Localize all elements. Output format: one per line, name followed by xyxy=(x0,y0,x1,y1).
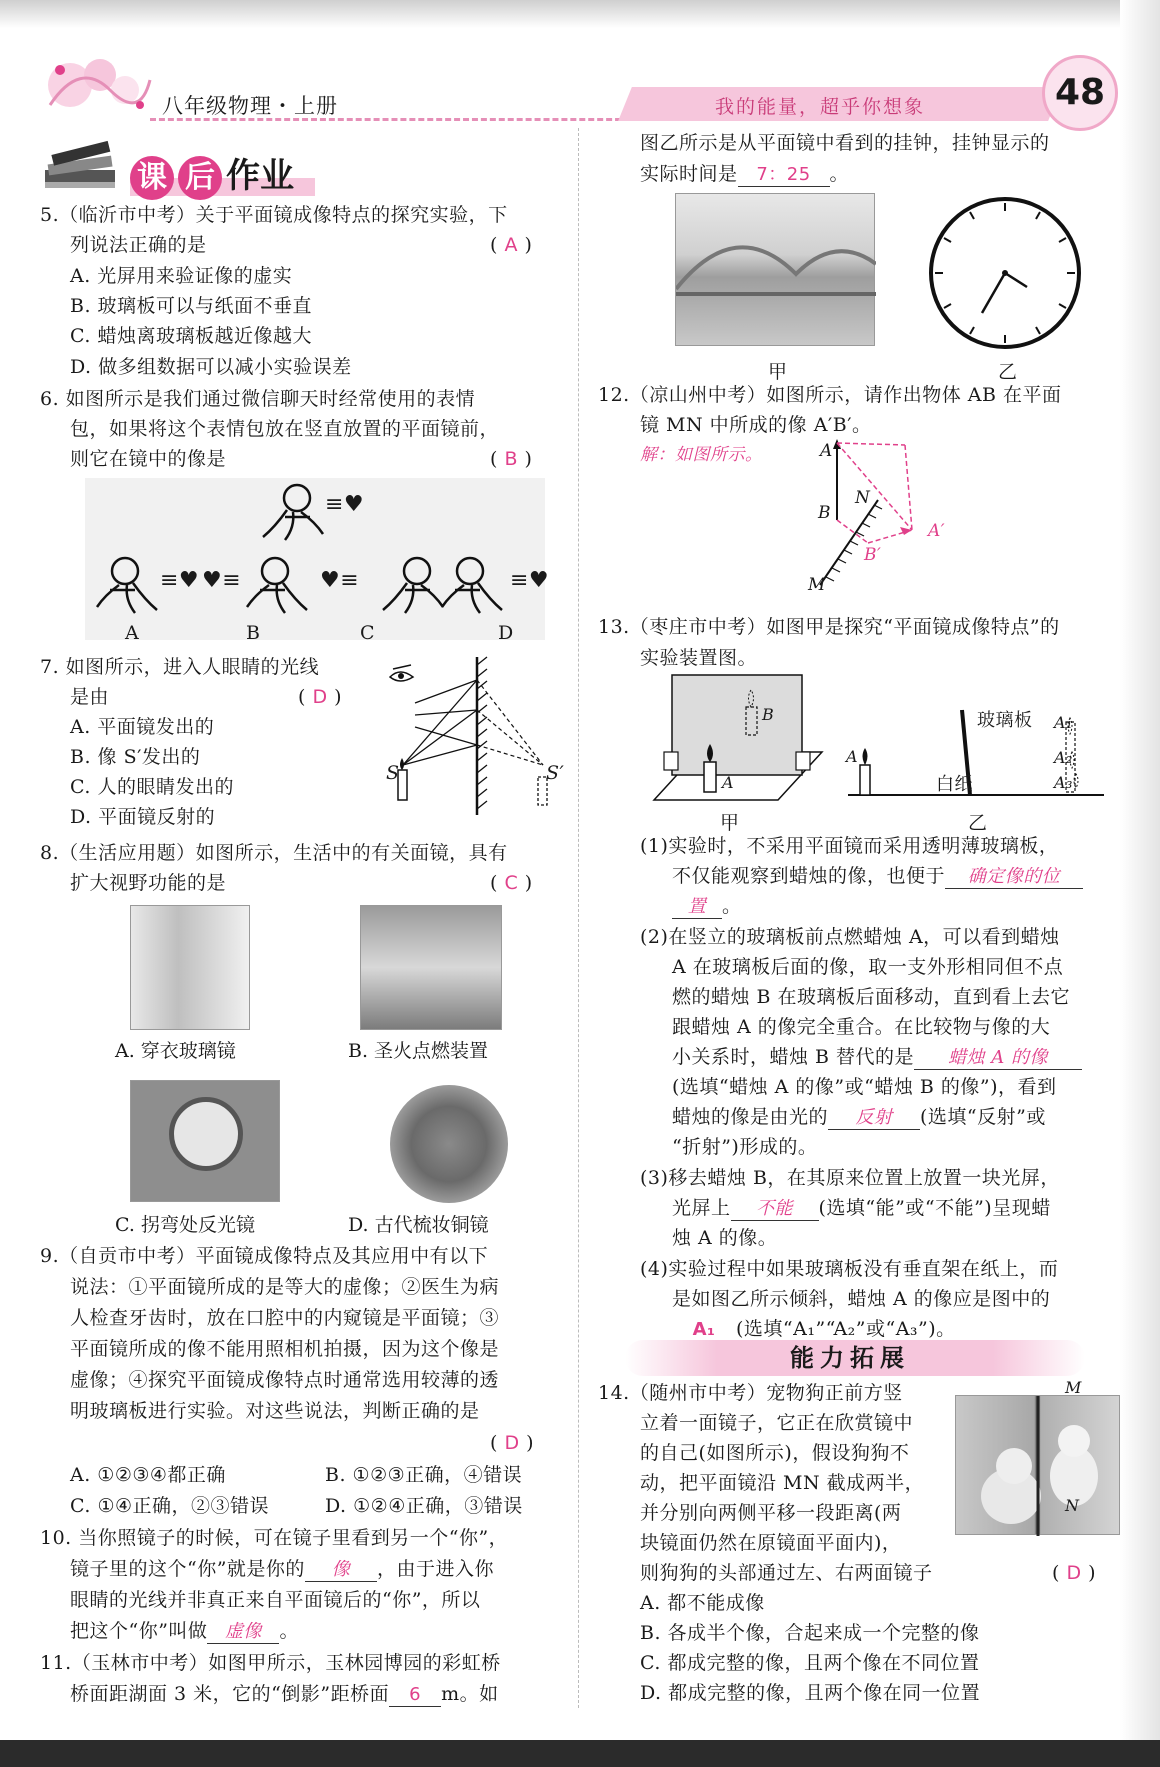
emoji-option-a-symbol: ≡♥ xyxy=(160,568,200,593)
q7-stem: 是由 xyxy=(70,686,110,708)
q11-caption-yi: 乙 xyxy=(998,361,1018,383)
point-m-label: M xyxy=(808,575,826,595)
q9-option-d: D. ①②④正确，③错误 xyxy=(325,1495,523,1517)
q13-blank-5[interactable]: A₁ xyxy=(672,1319,736,1342)
section-title-char: 课 xyxy=(130,156,174,200)
q13-part-1: 置 。 xyxy=(672,893,742,919)
q6-stem: 包，如果将这个表情包放在竖直放置的平面镜前， xyxy=(70,418,500,440)
rainbow-bridge-photo xyxy=(675,193,875,346)
emoji-option-b-icon xyxy=(245,555,315,615)
q12-stem: 镜 MN 中所成的像 A′B′。 xyxy=(640,414,872,436)
q10-blank-1[interactable]: 像 xyxy=(305,1559,377,1582)
q13-caption-jia: 甲 xyxy=(720,812,740,834)
q13-part-2: A 在玻璃板后面的像，取一支外形相同但不点 xyxy=(672,956,1064,978)
q10-stem: 把这个“你”叫做 虚像 。 xyxy=(70,1620,299,1642)
emoji-label-c: C xyxy=(360,622,375,644)
point-b-label: B xyxy=(818,503,831,523)
emoji-option-d-icon xyxy=(440,555,510,615)
emoji-option-c-icon xyxy=(375,555,445,615)
image-a3-label: A₃ xyxy=(1054,773,1073,792)
q5-answer: ( A ) xyxy=(490,234,533,256)
q13-caption-yi: 乙 xyxy=(968,812,988,834)
q14-stem: 动，把平面镜沿 MN 截成两半， xyxy=(640,1472,925,1494)
header-divider xyxy=(150,118,630,121)
candle-a-label: A xyxy=(722,773,735,792)
q14-stem: 并分别向两侧平移一段距离(两 xyxy=(640,1502,902,1524)
point-n-label: N xyxy=(855,488,871,508)
q8-answer: ( C ) xyxy=(490,872,533,894)
image-a2-label: A₂ xyxy=(1054,748,1073,767)
emoji-figure-icon xyxy=(255,482,325,542)
q7-option-a: A. 平面镜发出的 xyxy=(70,716,215,738)
q13-part-2: 跟蜡烛 A 的像完全重合。在比较物与像的大 xyxy=(672,1016,1051,1038)
q14-stem: 则狗狗的头部通过左、右两面镜子 xyxy=(640,1562,933,1584)
point-n-label: N xyxy=(1065,1496,1080,1515)
q14-stem: 块镜面仍然在原镜面平面内)， xyxy=(640,1532,902,1554)
q9-stem: 人检查牙齿时，放在口腔中的内窥镜是平面镜；③ xyxy=(70,1307,500,1329)
experiment-setup-diagram-jia xyxy=(650,672,825,807)
q13-stem: 13.（枣庄市中考）如图甲是探究“平面镜成像特点”的 xyxy=(598,616,1060,638)
emoji-option-c-symbol: ♥≡ xyxy=(320,568,360,593)
q13-part-2: (2)在竖立的玻璃板前点燃蜡烛 A，可以看到蜡烛 xyxy=(640,926,1060,948)
q10-stem: 镜子里的这个“你”就是你的 像 ，由于进入你 xyxy=(70,1558,494,1580)
q9-stem: 明玻璃板进行实验。对这些说法，判断正确的是 xyxy=(70,1400,480,1422)
q7-option-b: B. 像 S′发出的 xyxy=(70,746,201,768)
q13-part-2: 小关系时，蜡烛 B 替代的是 蜡烛 A 的像 xyxy=(672,1044,1082,1070)
q13-blank-1[interactable]: 确定像的位 xyxy=(945,866,1083,889)
q7-option-d: D. 平面镜反射的 xyxy=(70,806,216,828)
q14-answer: ( D ) xyxy=(1052,1562,1097,1584)
convex-mirror-photo xyxy=(130,1080,280,1202)
emoji-option-d-symbol: ≡♥ xyxy=(510,568,550,593)
q13-part-2: “折射”)形成的。 xyxy=(672,1136,818,1158)
q9-option-c: C. ①④正确，②③错误 xyxy=(70,1495,270,1517)
q5-option-d: D. 做多组数据可以减小实验误差 xyxy=(70,356,352,378)
q7-stem: 7. 如图所示，进入人眼睛的光线 xyxy=(40,656,320,678)
q13-part-4: A₁ (选填“A₁”“A₂”或“A₃”)。 xyxy=(672,1316,956,1342)
q11-stem: 桥面距湖面 3 米，它的“倒影”距桥面 6 m。如 xyxy=(70,1683,499,1705)
q8-stem: 8.（生活应用题）如图所示，生活中的有关面镜，具有 xyxy=(40,842,508,864)
emoji-option-b-symbol: ♥≡ xyxy=(202,568,242,593)
q13-part-3: (3)移去蜡烛 B，在其原来位置上放置一块光屏， xyxy=(640,1167,1060,1189)
q5-option-a: A. 光屏用来验证像的虚实 xyxy=(70,265,293,287)
q14-option-c: C. 都成完整的像，且两个像在不同位置 xyxy=(640,1652,980,1674)
q13-part-2: 燃的蜡烛 B 在玻璃板后面移动，直到看上去它 xyxy=(672,986,1071,1008)
q9-stem: 虚像；④探究平面镜成像特点时通常选用较薄的透 xyxy=(70,1369,500,1391)
candle-b-label: B xyxy=(762,705,775,724)
q6-stem: 则它在镜中的像是 xyxy=(70,448,227,470)
q13-blank-1-cont[interactable]: 置 xyxy=(672,896,722,919)
section-title-rest: 作业 xyxy=(226,156,294,196)
dog-mirror-photo xyxy=(955,1395,1120,1535)
books-icon xyxy=(40,140,120,195)
q14-option-a: A. 都不能成像 xyxy=(640,1592,765,1614)
q13-part-1: (1)实验时，不采用平面镜而采用透明薄玻璃板， xyxy=(640,835,1059,857)
q13-part-4: (4)实验过程中如果玻璃板没有垂直架在纸上，而 xyxy=(640,1258,1059,1280)
point-s-image-label: S′ xyxy=(546,762,565,784)
page-number: 48 xyxy=(1042,55,1118,131)
q7-answer: ( D ) xyxy=(298,686,343,708)
dressing-mirror-photo xyxy=(130,905,250,1030)
emoji-label-a: A xyxy=(125,622,139,644)
q8-stem: 扩大视野功能的是 xyxy=(70,872,227,894)
point-m-label: M xyxy=(1065,1378,1082,1397)
glass-plate-label: 玻璃板 xyxy=(977,710,1033,731)
floral-ornament-icon xyxy=(40,50,155,120)
q6-answer: ( B ) xyxy=(490,448,533,470)
section-title-char: 后 xyxy=(178,156,222,200)
section-heading: 能力拓展 xyxy=(790,1344,910,1372)
q13-blank-3[interactable]: 反射 xyxy=(828,1107,920,1130)
q13-part-4: 是如图乙所示倾斜，蜡烛 A 的像应是图中的 xyxy=(672,1288,1051,1310)
page-shadow xyxy=(1120,0,1160,1740)
q14-option-b: B. 各成半个像，合起来成一个完整的像 xyxy=(640,1622,980,1644)
q9-stem: 9.（自贡市中考）平面镜成像特点及其应用中有以下 xyxy=(40,1245,489,1267)
emoji-label-d: D xyxy=(498,622,514,644)
q8-caption-b: B. 圣火点燃装置 xyxy=(348,1040,489,1062)
emoji-symbol: ≡♥ xyxy=(325,492,365,517)
q13-part-2: (选填“蜡烛 A 的像”或“蜡烛 B 的像”)，看到 xyxy=(672,1076,1057,1098)
q5-stem: 列说法正确的是 xyxy=(70,234,207,256)
q14-stem: 立着一面镜子，它正在欣赏镜中 xyxy=(640,1412,914,1434)
column-divider xyxy=(578,128,579,1708)
section-title xyxy=(130,148,294,200)
page-shadow xyxy=(0,0,1160,28)
white-paper-label: 白纸 xyxy=(936,774,973,795)
q13-stem: 实验装置图。 xyxy=(640,647,758,669)
q11-stem: 11.（玉林市中考）如图甲所示，玉林园博园的彩虹桥 xyxy=(40,1652,501,1674)
q5-option-b: B. 玻璃板可以与纸面不垂直 xyxy=(70,295,313,317)
q5-option-c: C. 蜡烛离玻璃板越近像越大 xyxy=(70,325,312,347)
bronze-mirror-photo xyxy=(390,1085,508,1203)
q13-part-2: 蜡烛的像是由光的 反射 (选填“反射”或 xyxy=(672,1106,1046,1128)
book-title: 八年级物理・上册 xyxy=(162,94,338,118)
q8-caption-c: C. 拐弯处反光镜 xyxy=(115,1214,255,1236)
point-s-label: S xyxy=(386,762,400,784)
q10-blank-2[interactable]: 虚像 xyxy=(207,1621,279,1644)
q12-solution: 解：如图所示。 xyxy=(640,445,763,465)
q11-blank-2[interactable]: 7：25 xyxy=(738,164,830,187)
q11-stem: 实际时间是 7：25 。 xyxy=(640,163,850,185)
point-b-image-label: B′ xyxy=(864,545,882,565)
q9-stem: 说法：①平面镜所成的是等大的虚像；②医生为病 xyxy=(70,1276,500,1298)
q9-answer: ( D ) xyxy=(490,1432,535,1454)
scan-bottom-edge xyxy=(0,1740,1160,1767)
q10-stem: 10. 当你照镜子的时候，可在镜子里看到另一个“你”， xyxy=(40,1527,509,1549)
q14-option-d: D. 都成完整的像，且两个像在同一位置 xyxy=(640,1682,981,1704)
q14-stem: 的自己(如图所示)，假设狗狗不 xyxy=(640,1442,910,1464)
q9-option-b: B. ①②③正确，④错误 xyxy=(325,1464,523,1486)
q8-caption-d: D. 古代梳妆铜镜 xyxy=(348,1214,489,1236)
q11-caption-jia: 甲 xyxy=(768,361,788,383)
q12-stem: 12.（凉山州中考）如图所示，请作出物体 AB 在平面 xyxy=(598,384,1062,406)
wall-clock-icon xyxy=(925,195,1085,350)
q8-caption-a: A. 穿衣玻璃镜 xyxy=(115,1040,236,1062)
q9-option-a: A. ①②③④都正确 xyxy=(70,1464,226,1486)
torch-lighting-photo xyxy=(360,905,502,1030)
q14-stem: 14.（随州市中考）宠物狗正前方竖 xyxy=(598,1382,903,1404)
emoji-label-b: B xyxy=(246,622,260,644)
emoji-option-a-icon xyxy=(95,555,165,615)
q10-stem: 眼睛的光线并非真正来自平面镜后的“你”，所以 xyxy=(70,1589,481,1611)
point-a-label: A xyxy=(820,441,833,461)
q13-part-1: 不仅能观察到蜡烛的像，也便于 确定像的位 xyxy=(672,863,1083,889)
q9-stem: 平面镜所成的像不能用照相机拍摄，因为这个像是 xyxy=(70,1338,500,1360)
point-a-image-label: A′ xyxy=(928,521,946,541)
q7-option-c: C. 人的眼睛发出的 xyxy=(70,776,234,798)
eye-mirror-diagram xyxy=(385,655,560,825)
q13-blank-2[interactable]: 蜡烛 A 的像 xyxy=(914,1047,1082,1070)
q11-blank-1[interactable]: 6 xyxy=(389,1684,441,1707)
q13-part-3: 光屏上 不能 (选填“能”或“不能”)呈现蜡 xyxy=(672,1197,1051,1219)
slogan: 我的能量，超乎你想象 xyxy=(715,96,926,118)
q6-stem: 6. 如图所示是我们通过微信聊天时经常使用的表情 xyxy=(40,388,476,410)
image-a1-label: A₁ xyxy=(1054,713,1073,732)
candle-a-label: A xyxy=(846,747,859,766)
q13-part-3: 烛 A 的像。 xyxy=(672,1227,778,1249)
q11-stem: 图乙所示是从平面镜中看到的挂钟，挂钟显示的 xyxy=(640,132,1050,154)
q13-blank-4[interactable]: 不能 xyxy=(731,1198,819,1221)
q5-stem: 5.（临沂市中考）关于平面镜成像特点的探究实验，下 xyxy=(40,204,508,226)
